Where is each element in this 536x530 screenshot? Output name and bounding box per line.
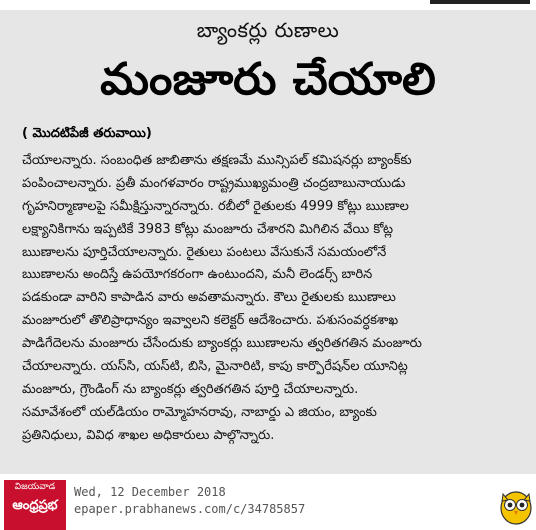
- body-line: చేయాలన్నారు. సంబంధిత జాబితాను తక్షణమే మున్సిపల్ కమిషనర్లు బ్యాంక్‌కు: [22, 153, 412, 168]
- logo-title: ఆంధ్రప్రభ: [12, 498, 58, 513]
- body-line: గృహనిర్మాణాలపై సమీక్షిస్తున్నారన్నారు. రబీలో రైతులకు 4999 కోట్లు ఋణాల: [22, 198, 409, 214]
- epaper-footer: [0, 480, 536, 530]
- body-line: ఋణాలను పూర్తిచేయాలన్నారు. రైతులు పంటలు వేసుకునే సమయంలోనే: [22, 244, 387, 260]
- body-line: పాడిగేదెలను మంజూరు చేసేందుకు బ్యాంకర్లు ఋణాలను త్వరితగతిన మంజూరు: [22, 336, 422, 352]
- top-edge-bar: [430, 0, 530, 4]
- body-line: ఋణాలను అందిస్తే ఉపయోగకరంగా ఉంటుందని, మనీ లెండర్స్ బారిన: [22, 267, 373, 283]
- body-line: లక్ష్యానికిగాను ఇప్పటికే 3983 కోట్లు మంజూరు చేశారని మిగిలిన వేయి కోట్ల: [22, 221, 394, 237]
- body-line: మంజూరు, గ్రౌండింగ్ ను బ్యాంకర్లు త్వరితగతిన పూర్తి చేయాలన్నారు.: [22, 381, 359, 397]
- body-line: పంపించాలన్నారు. ప్రతీ మంగళవారం రాష్ట్రముఖ్యమంత్రి చంద్రబాబునాయుడు: [22, 175, 406, 191]
- logo-edition: విజయవాడ: [14, 482, 56, 492]
- body-line: చేయాలన్నారు. యస్‌సి, యస్‌టి, బిసి, మైనారిటి, కాపు కార్పొరేషన్‌ల యూనిట్ల: [22, 359, 408, 375]
- top-strip: [0, 0, 536, 8]
- body-line: పడకుండా వారిని కాపాడిన వారు అవతామన్నారు. కౌలు రైతులకు ఋణాలు: [22, 290, 396, 306]
- body-line: సమావేశంలో యల్‌డియం రామ్మోహనరావు, నాబార్డు ఎ జియం, బ్యాంకు: [22, 404, 377, 420]
- clip-meta: [74, 484, 305, 518]
- body-line: ప్రతినిధులు, వివిధ శాఖల అధికారులు పాల్గొన్నారు.: [22, 427, 275, 443]
- body-line: మంజూరులో తొలిప్రాధాన్యం ఇవ్వాలని కలెక్టర్ ఆదేశించారు. పశుసంవర్ధకశాఖ: [22, 313, 399, 329]
- newspaper-logo[interactable]: [4, 480, 66, 530]
- article-headline: మంజూరు చేయాలి: [100, 54, 436, 105]
- clip-date: Wed, 12 December 2018: [74, 485, 226, 499]
- article-body: [22, 150, 518, 448]
- owl-icon[interactable]: [498, 486, 534, 526]
- article-kicker: బ్యాంకర్లు రుణాలు: [196, 18, 340, 42]
- clip-url[interactable]: epaper.prabhanews.com/c/34785857: [74, 502, 306, 516]
- continuation-label: ( మొదటిపేజీ తరువాయి): [22, 126, 152, 141]
